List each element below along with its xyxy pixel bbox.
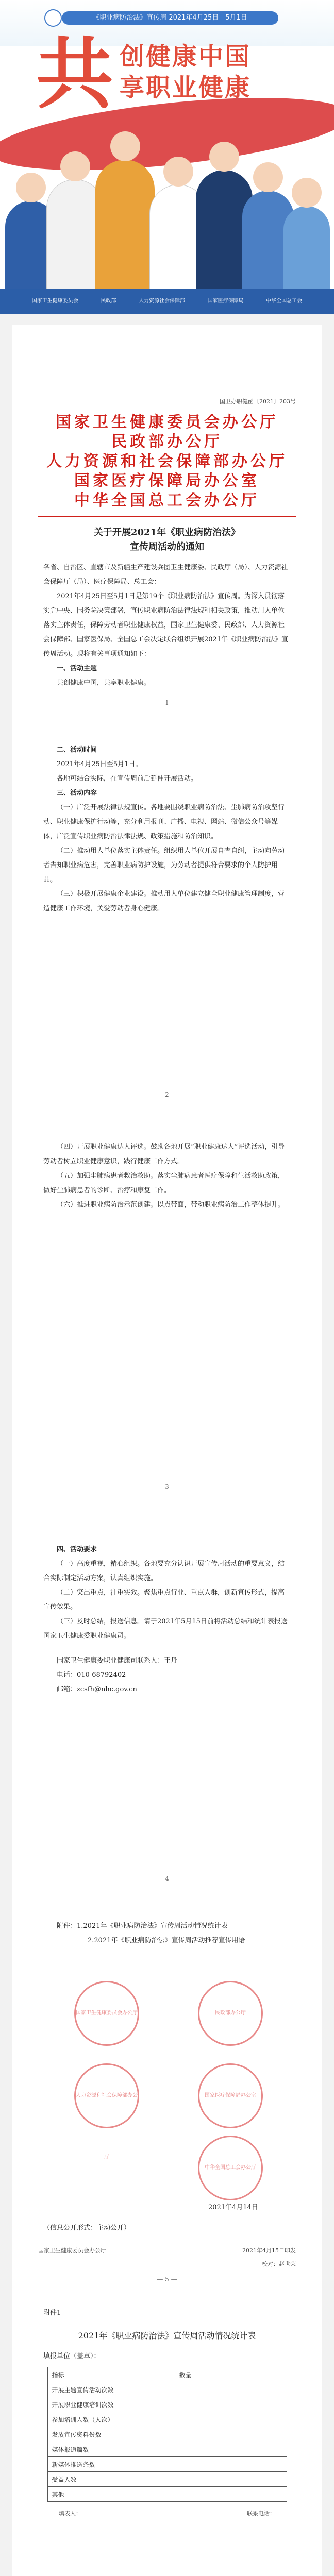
official-seal: 国家卫生健康委员会办公厅 (74, 1981, 139, 2046)
table-row (47, 2382, 287, 2397)
contact-email: 邮箱：zcsfh@nhc.gov.cn (57, 1686, 137, 1693)
page-number: — 1 — (157, 699, 177, 706)
document-page-3 (12, 1109, 322, 1501)
table-cell (175, 2397, 287, 2412)
table-header-cell: 数量 (175, 2367, 287, 2382)
section-theme-heading: 一、活动主题 (57, 665, 97, 672)
poster-footer-bar (0, 289, 334, 314)
document-page-5 (12, 1893, 322, 2285)
page-number: — 2 — (157, 1091, 177, 1098)
table-cell (175, 2382, 287, 2397)
table-row (47, 2427, 287, 2442)
attachment-1-page (12, 2285, 322, 2576)
checker: 校对：赵世荣 (262, 2261, 296, 2267)
disclosure-form: （信息公开形式：主动公开） (43, 2224, 131, 2232)
table-cell: 发放宣传资料份数 (47, 2427, 175, 2442)
document-page-2 (12, 717, 322, 1109)
occupational-health-logo-icon (44, 9, 62, 27)
statistics-table-title: 2021年《职业病防治法》宣传周活动情况统计表 (78, 2331, 256, 2341)
notice-title-2: 宣传周活动的通知 (130, 541, 204, 552)
section-content-heading: 三、活动内容 (57, 789, 97, 797)
issuer-2: 民政部办公厅 (111, 433, 223, 451)
table-cell (175, 2487, 287, 2502)
footer-org: 民政部 (101, 298, 116, 304)
page-number: — 5 — (157, 2276, 177, 2283)
salutation: 各省、自治区、直辖市及新疆生产建设兵团卫生健康委、民政厅（局）、人力资源社会保障厅（局）、医疗保障局、总工会： (43, 564, 288, 586)
footer-org: 人力资源社会保障部 (138, 298, 185, 304)
official-seal: 民政部办公厅 (198, 1981, 263, 2046)
slogan-line-1: 创健康中国 (120, 42, 252, 71)
section-requirements-heading: 四、活动要求 (57, 1546, 97, 1553)
intro-paragraph: 2021年4月25日至5月1日是第19个《职业病防治法》宣传周。为深入贯彻落实党中央、国务院决策部署，宣传职业病防治法律法规和相关政策，推动用人单位落实主体责任，保障劳动者职业健康权益，国家卫生健康委、民政部、人力资源社会保障部、国家医保局、全国总工会决定联合组织开展2021年《职业病防治法》宣传周活动。现将有关事项通知如下： (43, 592, 289, 658)
table-row (47, 2487, 287, 2502)
attachment-label: 附件1 (43, 2309, 61, 2317)
attachment-line: 2.2021年《职业病防治法》宣传周活动推荐宣传用语 (88, 1937, 245, 1944)
document-page-4 (12, 1501, 322, 1893)
requirement-item: （三）及时总结，报送信息。请于2021年5月15日前将活动总结和统计表报送国家卫生健康委职业健康司。 (43, 1618, 288, 1640)
contact-person: 国家卫生健康委职业健康司联系人：王丹 (57, 1657, 178, 1665)
content-item: （四）开展职业健康达人评选。鼓励各地开展“职业健康达人”评选活动，引导劳动者树立职业健康意识，践行健康工作方式。 (43, 1143, 285, 1165)
table-cell: 其他 (47, 2487, 175, 2502)
content-item: （六）推进职业病防治示范创建。以点带面，带动职业病防治工作整体提升。 (57, 1201, 285, 1209)
statistics-table (47, 2367, 287, 2502)
table-cell: 新媒体推送条数 (47, 2457, 175, 2472)
table-cell: 媒体报道篇数 (47, 2442, 175, 2457)
table-cell (175, 2412, 287, 2427)
footer-print-date: 2021年4月15日印发 (242, 2247, 296, 2254)
poster-big-character: 共 (36, 30, 114, 120)
table-cell: 受益人数 (47, 2472, 175, 2487)
poster-slogan (120, 41, 251, 103)
table-cell (175, 2472, 287, 2487)
table-header-row (47, 2367, 287, 2382)
footer-org: 国家卫生健康委员会 (31, 298, 78, 304)
table-header-cell: 指标 (47, 2367, 175, 2382)
official-seal: 国家医疗保障局办公室 (198, 2063, 263, 2128)
fill-unit: 填报单位（盖章）： (43, 2352, 101, 2360)
slogan-line-2: 享职业健康 (120, 73, 252, 102)
notice-title-1: 关于开展2021年《职业病防治法》 (93, 527, 241, 538)
table-row (47, 2472, 287, 2487)
issuer-5: 中华全国总工会办公厅 (74, 492, 260, 510)
issuer-4: 国家医疗保障局办公室 (74, 472, 260, 490)
table-row (47, 2412, 287, 2427)
worker-figures-illustration (5, 129, 329, 314)
table-row (47, 2457, 287, 2472)
footer-org: 中华全国总工会 (266, 298, 303, 304)
contact-phone: 电话：010-68792402 (57, 1671, 126, 1679)
section-time-heading: 二、活动时间 (57, 746, 97, 754)
table-row (47, 2442, 287, 2457)
notice-document (12, 325, 322, 2576)
table-cell: 开展职业健康培训次数 (47, 2397, 175, 2412)
official-seal: 人力资源和社会保障部办公厅 (74, 2063, 139, 2128)
requirement-item: （一）高度重视，精心组织。各地要充分认识开展宣传周活动的重要意义，结合实际制定活动方案，认真组织实施。 (43, 1560, 285, 1582)
footer-issuer: 国家卫生健康委员会办公厅 (38, 2247, 106, 2254)
page-number: — 3 — (157, 1483, 177, 1490)
table-cell (175, 2427, 287, 2442)
document-number: 国卫办职健函〔2021〕203号 (220, 398, 296, 405)
table-cell (175, 2442, 287, 2457)
official-seal: 中华全国总工会办公厅 (198, 2136, 263, 2200)
campaign-poster (0, 0, 334, 314)
table-cell: 开展主题宣传活动次数 (47, 2382, 175, 2397)
content-item: （三）积极开展健康企业建设。推动用人单位建立健全职业健康管理制度，营造健康工作环境，关爱劳动者身心健康。 (43, 890, 285, 912)
page-number: — 4 — (157, 1875, 177, 1883)
issuer-1: 国家卫生健康委员会办公厅 (56, 413, 278, 431)
filler-label: 填表人： (59, 2510, 81, 2517)
content-item: （五）加强尘肺病患者救治救助。落实尘肺病患者医疗保障和生活救助政策，做好尘肺病患者的诊断、治疗和康复工作。 (43, 1172, 285, 1194)
poster-tagline: 《职业病防治法》宣传周 2021年4月25日—5月1日 (62, 11, 278, 25)
content-item: （一）广泛开展法律法规宣传。各地要围绕职业病防治法、尘肺病防治攻坚行动、职业健康保护行动等，充分利用报刊、广播、电视、网站、微信公众号等媒体，广泛宣传职业病防治法律法规、政策措施和防治知识。 (43, 804, 285, 840)
attachment-line: 附件：1.2021年《职业病防治法》宣传周活动情况统计表 (57, 1922, 228, 1930)
time-text: 2021年4月25日至5月1日。 (57, 760, 142, 768)
issuer-3: 人力资源和社会保障部办公厅 (46, 452, 288, 470)
theme-text: 共创健康中国，共享职业健康。 (57, 679, 151, 687)
table-cell: 参加培训人数（人次） (47, 2412, 175, 2427)
table-row (47, 2397, 287, 2412)
document-page-1 (12, 325, 322, 717)
table-cell (175, 2457, 287, 2472)
phone-label: 联系电话： (247, 2510, 275, 2517)
time-note: 各地可结合实际，在宣传周前后延伸开展活动。 (57, 775, 198, 783)
requirement-item: （二）突出重点，注重实效。聚焦重点行业、重点人群，创新宣传形式，提高宣传效果。 (43, 1589, 285, 1611)
issue-date: 2021年4月14日 (208, 2204, 258, 2211)
footer-org: 国家医疗保障局 (207, 298, 244, 304)
content-item: （二）推动用人单位落实主体责任。组织用人单位开展自查自纠，主动向劳动者告知职业病危害，完善职业病防护设施，为劳动者提供符合要求的个人防护用品。 (43, 847, 285, 884)
